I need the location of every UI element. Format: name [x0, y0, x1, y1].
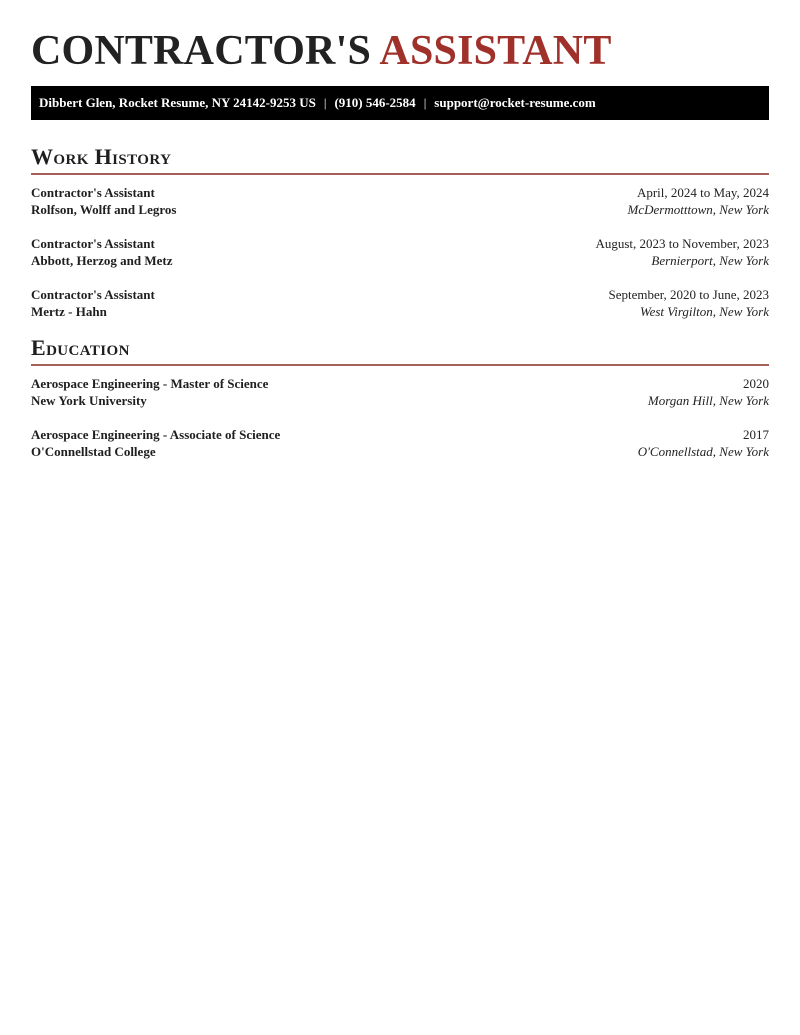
name-last: ASSISTANT — [379, 28, 612, 74]
school-name: New York University — [31, 393, 147, 408]
school-name: O'Connellstad College — [31, 444, 156, 459]
contact-separator: | — [423, 95, 427, 110]
degree-name: Aerospace Engineering - Associate of Science — [31, 427, 281, 442]
work-history-heading: Work History — [31, 144, 172, 169]
job-title: Contractor's Assistant — [31, 287, 155, 302]
job-location: McDermotttown, New York — [627, 202, 769, 217]
section-divider — [31, 364, 769, 366]
job-dates: September, 2020 to June, 2023 — [608, 287, 769, 302]
graduation-year: 2017 — [743, 427, 769, 442]
contact-phone[interactable]: (910) 546-2584 — [334, 95, 416, 110]
company-name: Mertz - Hahn — [31, 304, 107, 319]
job-title: Contractor's Assistant — [31, 236, 155, 251]
work-history-section — [31, 144, 769, 320]
education-heading: Education — [31, 335, 130, 360]
degree-name: Aerospace Engineering - Master of Science — [31, 376, 269, 391]
education-entry — [31, 375, 769, 409]
job-location: Bernierport, New York — [651, 253, 769, 268]
education-section — [31, 335, 769, 460]
contact-email[interactable]: support@rocket-resume.com — [434, 95, 596, 110]
job-dates: April, 2024 to May, 2024 — [636, 185, 769, 200]
name-first: CONTRACTOR'S — [31, 28, 372, 74]
work-entry — [31, 286, 769, 320]
work-entry — [31, 184, 769, 218]
company-name: Rolfson, Wolff and Legros — [31, 202, 177, 217]
resume-name — [31, 0, 769, 74]
contact-address: Dibbert Glen, Rocket Resume, NY 24142-9253 US — [39, 95, 316, 110]
job-dates: August, 2023 to November, 2023 — [595, 236, 769, 251]
school-location: Morgan Hill, New York — [647, 393, 769, 408]
company-name: Abbott, Herzog and Metz — [31, 253, 173, 268]
job-location: West Virgilton, New York — [639, 304, 769, 319]
section-divider — [31, 173, 769, 175]
job-title: Contractor's Assistant — [31, 185, 155, 200]
school-location: O'Connellstad, New York — [637, 444, 769, 459]
contact-separator: | — [323, 95, 327, 110]
education-entry — [31, 426, 769, 460]
contact-bar — [31, 86, 769, 120]
work-entry — [31, 235, 769, 269]
graduation-year: 2020 — [743, 376, 769, 391]
